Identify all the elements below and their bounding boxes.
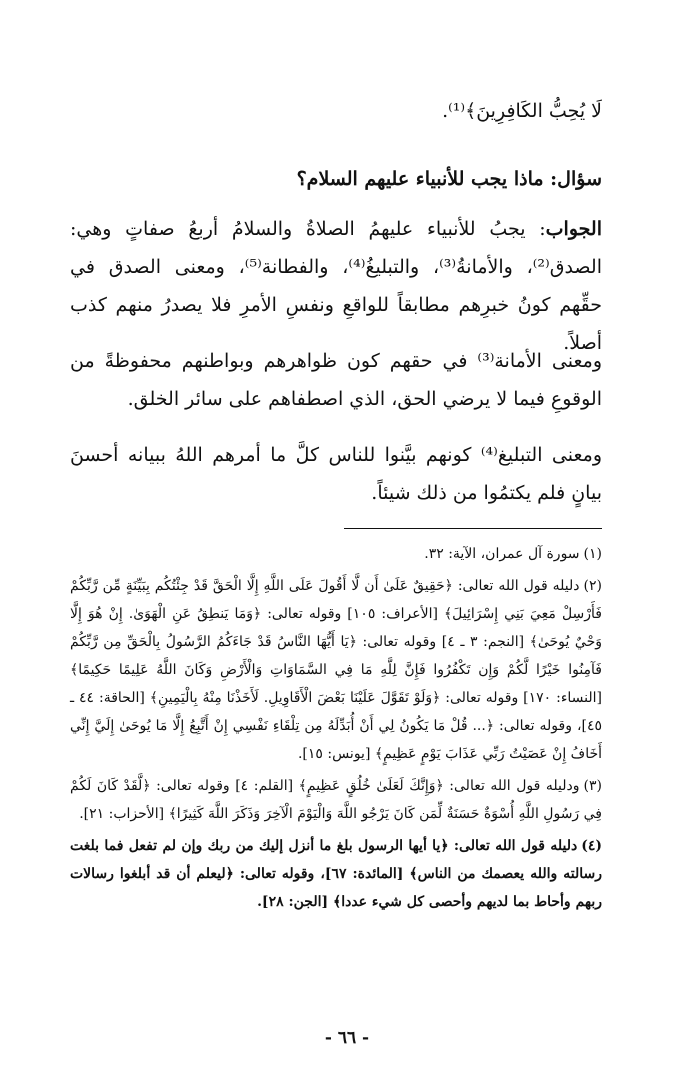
footnote-1 — [70, 540, 602, 568]
verse-ending-line — [70, 92, 602, 130]
footnote-number: (٤) — [581, 838, 602, 854]
footnote-divider — [344, 528, 602, 529]
footnote-2 — [70, 572, 602, 768]
footnotes — [70, 540, 602, 920]
footnote-3 — [70, 772, 602, 828]
footnote-4 — [70, 832, 602, 916]
amanah-paragraph — [70, 342, 602, 418]
footnote-text: ودليله قول الله تعالى: ﴿وَإِنَّكَ لَعَلَىٰ خُلُقٍ عَظِيمٍ﴾ [القلم: ٤] وقوله تعالى: ﴿لَّقَدْ كَانَ لَكُمْ فِي رَسُولِ اللَّهِ أُسْوَةٌ حَسَنَةٌ لِّمَن كَانَ يَرْجُو اللَّهَ وَالْيَوْمَ الْآخِرَ وَذَكَرَ اللَّهَ كَثِيرًا﴾ [الأحزاب: ٢١]. — [70, 778, 602, 822]
tabligh-text: ومعنى التبليغ⁽⁴⁾ كونهم بيَّنوا للناس كلَّ ما أمرهم اللهُ ببيانه أحسنَ بيانٍ فلم يكتمُوا من ذلك شيئاً. — [70, 444, 602, 504]
footnote-text: دليله قول الله تعالى: ﴿حَقِيقٌ عَلَىٰ أَن لَّا أَقُولَ عَلَى اللَّهِ إِلَّا الْحَقَّ قَدْ جِئْتُكُم بِبَيِّنَةٍ مِّن رَّبِّكُمْ فَأَرْسِلْ مَعِيَ بَنِي إِسْرَائِيلَ﴾ [الأعراف: ١٠٥] وقوله تعالى: ﴿وَمَا يَنطِقُ عَنِ الْهَوَىٰ. إِنْ هُوَ إِلَّا وَحْيٌ يُوحَىٰ﴾ [النجم: ٣ ـ ٤] وقوله تعالى: ﴿يَا أَيُّهَا النَّاسُ قَدْ جَاءَكُمُ الرَّسُولُ بِالْحَقِّ مِن رَّبِّكُمْ فَآمِنُوا خَيْرًا لَّكُمْ وَإِن تَكْفُرُوا فَإِنَّ لِلَّهِ مَا فِي السَّمَاوَاتِ وَالْأَرْضِ وَكَانَ اللَّهُ عَلِيمًا حَكِيمًا﴾ [النساء: ١٧٠] وقوله تعالى: ﴿وَلَوْ تَقَوَّلَ عَلَيْنَا بَعْضَ الْأَقَاوِيلِ. لَأَخَذْنَا مِنْهُ بِالْيَمِينِ﴾ [الحاقة: ٤٤ ـ ٤٥]، وقوله تعالى: ﴿... قُلْ مَا يَكُونُ لِي أَنْ أُبَدِّلَهُ مِن تِلْقَاءِ نَفْسِي إِنْ أَتَّبِعُ إِلَّا مَا يُوحَىٰ إِلَيَّ إِنِّي أَخَافُ إِنْ عَصَيْتُ رَبِّي عَذَابَ يَوْمٍ عَظِيمٍ﴾ [يونس: ١٥]. — [70, 578, 602, 762]
footnote-text: سورة آل عمران، الآية: ٣٢. — [424, 546, 580, 562]
question-text: : ماذا يجب للأنبياء عليهم السلام؟ — [296, 168, 558, 190]
footnote-text: دليله قول الله تعالى: ﴿يا أيها الرسول بلغ ما أنزل إليك من ربك وإن لم تفعل فما بلغت رسالته والله يعصمك من الناس﴾ [المائدة: ٦٧]، وقوله تعالى: ﴿ليعلم أن قد أبلغوا رسالات ربهم وأحاط بما لديهم وأحصى كل شيء عددا﴾ [الجن: ٢٨]. — [70, 838, 602, 910]
verse-ending-text: لَا يُحِبُّ الكَافِرِينَ﴾⁽¹⁾. — [442, 100, 602, 122]
question-label: سؤال — [557, 168, 602, 190]
answer-paragraph — [70, 210, 602, 362]
footnote-number: (١) — [583, 546, 602, 562]
tabligh-paragraph — [70, 436, 602, 512]
question-paragraph — [70, 160, 602, 198]
page-number: - ٦٦ - — [324, 1028, 370, 1048]
answer-label: الجواب — [545, 218, 602, 240]
footnote-number: (٢) — [583, 578, 602, 594]
footnote-number: (٣) — [583, 778, 602, 794]
answer-text: : يجبُ للأنبياء عليهمُ الصلاةُ والسلامُ أربعُ صفاتٍ وهي: الصدق⁽²⁾، والأمانةُ⁽³⁾، والتبليغُ⁽⁴⁾، والفطانة⁽⁵⁾، ومعنى الصدق في حقِّهم كونُ خبرِهم مطابقاً للواقعِ ونفسِ الأمرِ فلا يصدرُ منهم كذب أصلاً. — [70, 218, 602, 354]
amanah-text: ومعنى الأمانة⁽³⁾ في حقهم كون ظواهرهم وبواطنهم محفوظةً من الوقوعِ فيما لا يرضي الحق، الذي اصطفاهم على سائر الخلق. — [70, 350, 602, 410]
